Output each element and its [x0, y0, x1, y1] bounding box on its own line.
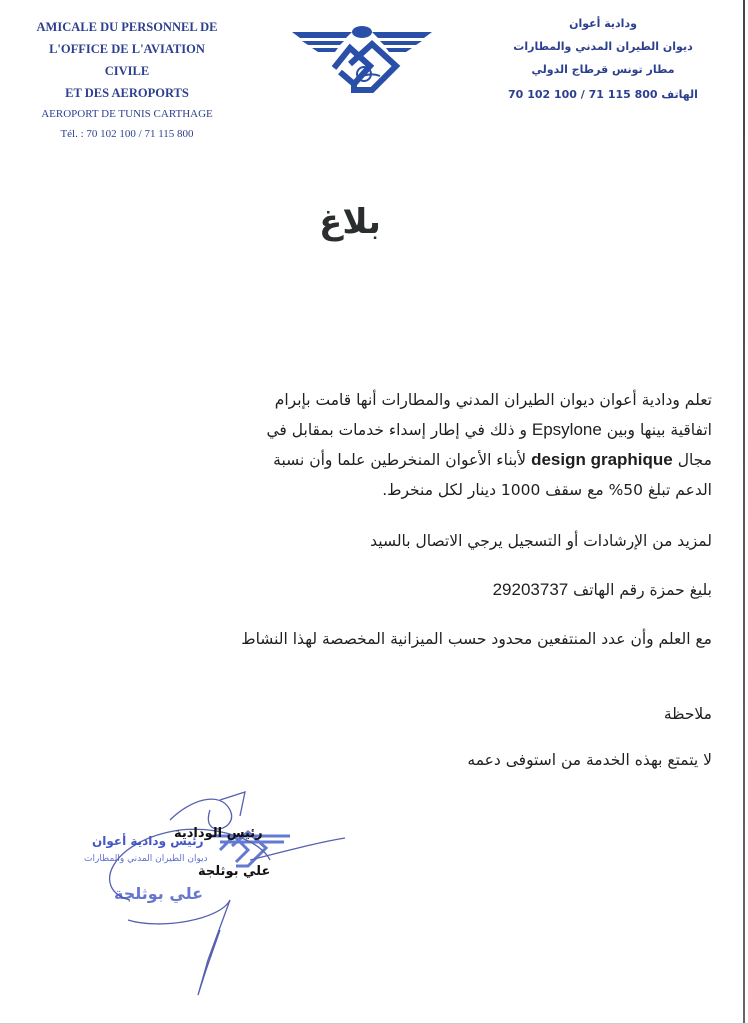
stamp-line-1: رئيس ودادية أعوان — [92, 834, 204, 848]
org-name-ar-line-3: مطار تونس قرطاج الدولي — [531, 63, 675, 76]
text-span: اتفاقية بينها وبين — [601, 421, 712, 439]
org-name-ar-line-2: ديوان الطيران المدني والمطارات — [513, 40, 693, 53]
stamp-and-signature-strokes — [70, 780, 350, 1000]
limit-paragraph: مع العلم وأن عدد المنتفعين محدود حسب الميزانية المخصصة لهذا النشاط — [241, 630, 712, 648]
contact-paragraph: لمزيد من الإرشادات أو التسجيل يرجي الاتصال بالسيد — [370, 532, 712, 550]
paragraph-line — [72, 415, 712, 445]
header-left-french — [32, 16, 222, 144]
paragraph-line: الدعم تبلغ 50% مع سقف 1000 دينار لكل منخرط. — [382, 481, 712, 499]
contact-phone-number: 29203737 — [492, 580, 569, 599]
signature-block — [70, 780, 350, 1000]
text-span: مجال — [672, 451, 712, 469]
aviation-amicale-logo-icon — [292, 22, 432, 98]
stamp-line-2: ديوان الطيران المدني والمطارات — [84, 854, 208, 864]
header-right-arabic — [488, 12, 718, 106]
signatory-role: رئيس الودادية — [174, 826, 263, 841]
document-body — [72, 385, 712, 769]
org-address: AEROPORT DE TUNIS CARTHAGE — [41, 108, 213, 120]
stamp-name: علي بوثلجة — [114, 884, 204, 903]
service-field: design graphique — [531, 450, 673, 469]
partner-name: Epsylone — [531, 420, 602, 439]
text-span: لأبناء الأعوان المنخرطين علما وأن نسبة — [273, 451, 532, 469]
org-name-line-3: ET DES AEROPORTS — [65, 86, 189, 100]
org-phone-ar: الهاتف 800 115 71 / 100 102 70 — [508, 88, 698, 101]
note-text: لا يتمتع بهذه الخدمة من استوفى دعمه — [467, 751, 712, 769]
text-span: و ذلك في إطار إسداء خدمات بمقابل في — [266, 421, 532, 439]
paragraph-line — [72, 445, 712, 475]
announcement-paragraph — [72, 385, 712, 505]
scan-edge — [743, 0, 745, 1024]
contact-name: بليغ حمزة رقم الهاتف — [568, 581, 712, 599]
org-name-line-1: AMICALE DU PERSONNEL DE — [36, 20, 218, 34]
document-title: بلاغ — [319, 202, 381, 242]
org-name-line-2: L'OFFICE DE L'AVIATION CIVILE — [49, 42, 205, 78]
org-phone: Tél. : 70 102 100 / 71 115 800 — [60, 128, 194, 140]
signatory-name: علي بوثلجة — [198, 864, 271, 879]
contact-phone-paragraph — [72, 580, 712, 600]
paragraph-line: تعلم ودادية أعوان ديوان الطيران المدني والمطارات أنها قامت بإبرام — [274, 391, 712, 409]
note-label: ملاحظة — [663, 705, 712, 723]
org-name-ar-line-1: ودادية أعوان — [569, 17, 637, 30]
